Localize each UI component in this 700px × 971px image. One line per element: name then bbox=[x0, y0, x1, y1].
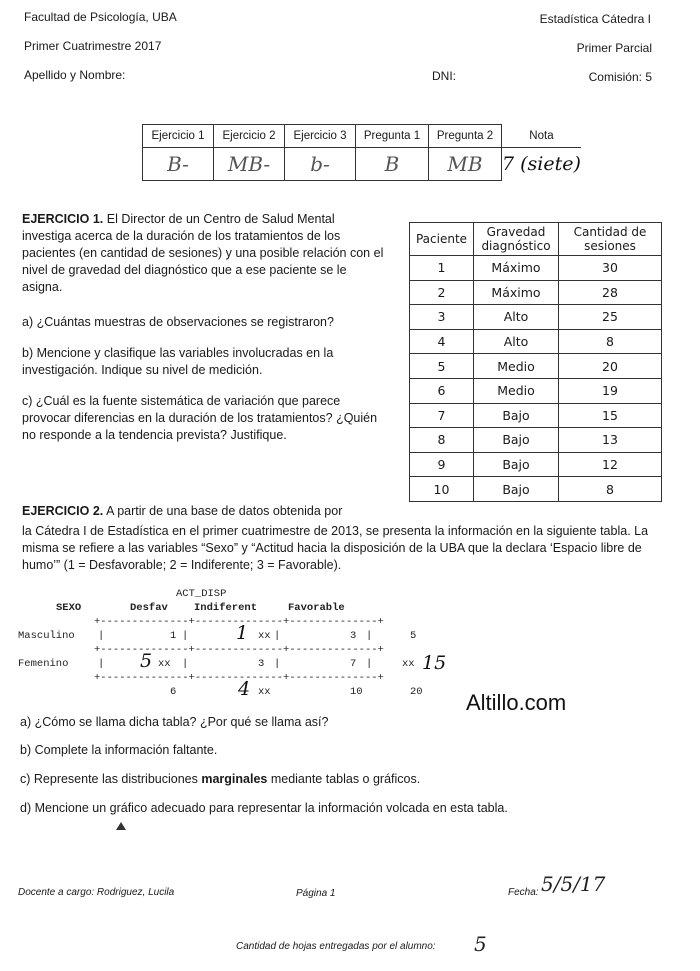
term: Primer Cuatrimestre 2017 bbox=[24, 39, 162, 53]
ex2-question-b: b) Complete la información faltante. bbox=[20, 743, 218, 757]
patient-id: 2 bbox=[410, 280, 474, 305]
crosstab-rule: +--------------+--------------+--------------+ bbox=[94, 644, 384, 656]
sessions: 8 bbox=[559, 477, 662, 502]
severity: Bajo bbox=[474, 477, 559, 502]
final-grade: 7 (siete) bbox=[502, 153, 581, 176]
sessions: 13 bbox=[559, 428, 662, 453]
crosstab-row-label: Masculino bbox=[18, 630, 75, 642]
ex2-intro-line1 bbox=[22, 503, 342, 520]
sessions: 12 bbox=[559, 452, 662, 477]
crosstab-border: | bbox=[274, 658, 281, 670]
table-row bbox=[410, 329, 662, 354]
ex2-qc-pre: c) Represente las distribuciones bbox=[20, 772, 202, 786]
ex1-question-a: a) ¿Cuántas muestras de observaciones se registraron? bbox=[22, 315, 334, 329]
grade-header: Pregunta 1 bbox=[356, 125, 429, 148]
ex2-qc-bold: marginales bbox=[201, 772, 268, 786]
sessions: 15 bbox=[559, 403, 662, 428]
table-row bbox=[410, 354, 662, 379]
ex2-qc-post: mediante tablas o gráficos. bbox=[267, 772, 421, 786]
sessions: 8 bbox=[559, 329, 662, 354]
ex1-question-b: b) Mencione y clasifique las variables involucradas en la investigación. Indique su nivel de medición. bbox=[22, 346, 334, 377]
grade-header: Pregunta 2 bbox=[429, 125, 502, 148]
grades-table bbox=[142, 124, 581, 181]
crosstab-cell: xx bbox=[158, 658, 171, 670]
sessions: 20 bbox=[559, 354, 662, 379]
grade-header: Ejercicio 2 bbox=[214, 125, 285, 148]
sessions: 30 bbox=[559, 256, 662, 281]
watermark: Altillo.com bbox=[466, 690, 567, 715]
crosstab-col-total: xx bbox=[258, 686, 271, 698]
patient-id: 7 bbox=[410, 403, 474, 428]
crosstab-col-header: Favorable bbox=[288, 602, 345, 614]
patients-header: Gravedad diagnóstico bbox=[474, 223, 559, 256]
crosstab-border: | bbox=[182, 630, 189, 642]
grade-header: Nota bbox=[502, 125, 581, 148]
crosstab-row-total: xx bbox=[402, 658, 415, 670]
date-value: 5/5/17 bbox=[541, 872, 606, 896]
patients-table bbox=[409, 222, 662, 502]
grade-value: MB- bbox=[214, 148, 285, 181]
severity: Medio bbox=[474, 378, 559, 403]
patient-id: 10 bbox=[410, 477, 474, 502]
table-row bbox=[410, 428, 662, 453]
table-row bbox=[410, 477, 662, 502]
ex1-question-c: c) ¿Cuál es la fuente sistemática de variación que parece provocar diferencias en la duración de los tratamientos? ¿Quién no responde a la tendencia prevista? Justifique. bbox=[22, 394, 378, 442]
crosstab-border: | bbox=[366, 658, 373, 670]
patients-header: Cantidad de sesiones bbox=[559, 223, 662, 256]
ex2-question-a: a) ¿Cómo se llama dicha tabla? ¿Por qué se llama así? bbox=[20, 715, 329, 729]
patient-id: 9 bbox=[410, 452, 474, 477]
severity: Máximo bbox=[474, 280, 559, 305]
patient-id: 4 bbox=[410, 329, 474, 354]
ex1-intro bbox=[22, 211, 387, 296]
crosstab-col-var: ACT_DISP bbox=[176, 588, 227, 600]
table-row bbox=[410, 378, 662, 403]
ex2-intro-text: A partir de una base de datos obtenida por bbox=[106, 504, 343, 518]
grade-value: b- bbox=[285, 148, 356, 181]
crosstab-border: | bbox=[182, 658, 189, 670]
grade-header: Ejercicio 1 bbox=[143, 125, 214, 148]
sheets-label: Cantidad de hojas entregadas por el alumno: bbox=[236, 941, 436, 952]
patient-id: 1 bbox=[410, 256, 474, 281]
patient-id: 5 bbox=[410, 354, 474, 379]
table-row bbox=[410, 305, 662, 330]
table-row bbox=[410, 452, 662, 477]
ex1-intro-text: El Director de un Centro de Salud Mental investiga acerca de la duración de los tratamientos de los pacientes (en cantidad de sesiones) y una posible relación con el nivel de gravedad del diagnóstico que a ese paciente se le asigna. bbox=[22, 212, 384, 294]
name-label: Apellido y Nombre: bbox=[24, 68, 126, 82]
page-number: Página 1 bbox=[296, 888, 336, 899]
date-label: Fecha: bbox=[508, 887, 539, 898]
severity: Máximo bbox=[474, 256, 559, 281]
severity: Medio bbox=[474, 354, 559, 379]
commission: Comisión: 5 bbox=[588, 70, 652, 84]
table-row bbox=[410, 280, 662, 305]
ex1-title: EJERCICIO 1. bbox=[22, 212, 104, 226]
handwritten-answer: 15 bbox=[422, 652, 447, 674]
ex2-question-d: d) Mencione un gráfico adecuado para representar la información volcada en esta tabla. bbox=[20, 801, 508, 815]
severity: Bajo bbox=[474, 403, 559, 428]
crosstab-row-total: 5 bbox=[410, 630, 417, 642]
crosstab-grand-total: 20 bbox=[410, 686, 423, 698]
severity: Bajo bbox=[474, 428, 559, 453]
teacher-label: Docente a cargo: Rodriguez, Lucila bbox=[18, 887, 175, 898]
sessions: 28 bbox=[559, 280, 662, 305]
severity: Alto bbox=[474, 305, 559, 330]
crosstab-border: | bbox=[98, 630, 105, 642]
patient-id: 6 bbox=[410, 378, 474, 403]
dni-label: DNI: bbox=[432, 69, 456, 83]
crosstab-col-header: Indiferent bbox=[194, 602, 258, 614]
ex2-intro-rest: la Cátedra I de Estadística en el primer cuatrimestre de 2013, se presenta la información en la siguiente tabla. La misma se refiere a las variables “Sexo” y “Actitud hacia la disposición de la UBA que la declara ‘Espacio libre de humo’” (1 = Desfavorable; 2 = Indiferente; 3 = Favorable). bbox=[22, 524, 649, 572]
grade-header: Ejercicio 3 bbox=[285, 125, 356, 148]
crosstab-border: | bbox=[274, 630, 281, 642]
crosstab-border: | bbox=[98, 658, 105, 670]
ex2-title: EJERCICIO 2. bbox=[22, 504, 104, 518]
scan-mark-icon bbox=[116, 822, 126, 830]
crosstab-row-var: SEXO bbox=[56, 602, 82, 614]
sessions: 19 bbox=[559, 378, 662, 403]
handwritten-answer: 5 bbox=[140, 650, 153, 672]
patients-header: Paciente bbox=[410, 223, 474, 256]
crosstab-cell: 3 bbox=[258, 658, 265, 670]
crosstab bbox=[18, 586, 448, 706]
patient-id: 8 bbox=[410, 428, 474, 453]
faculty-name: Facultad de Psicología, UBA bbox=[24, 10, 177, 24]
exam-name: Primer Parcial bbox=[576, 41, 652, 55]
crosstab-rule: +--------------+--------------+--------------+ bbox=[94, 672, 384, 684]
crosstab-cell: 7 bbox=[350, 658, 357, 670]
table-row bbox=[410, 256, 662, 281]
crosstab-row-label: Femenino bbox=[18, 658, 69, 670]
handwritten-answer: 1 bbox=[236, 622, 249, 644]
crosstab-col-total: 6 bbox=[170, 686, 177, 698]
severity: Alto bbox=[474, 329, 559, 354]
handwritten-answer: 4 bbox=[238, 678, 251, 700]
severity: Bajo bbox=[474, 452, 559, 477]
sheets-value: 5 bbox=[474, 932, 487, 956]
ex2-question-c bbox=[20, 771, 420, 788]
crosstab-col-header: Desfav bbox=[130, 602, 168, 614]
course-name: Estadística Cátedra I bbox=[539, 12, 651, 26]
grade-value: B- bbox=[143, 148, 214, 181]
grade-value: MB bbox=[429, 148, 502, 181]
crosstab-cell: 1 bbox=[170, 630, 177, 642]
crosstab-border: | bbox=[366, 630, 373, 642]
crosstab-rule: +--------------+--------------+--------------+ bbox=[94, 616, 384, 628]
crosstab-cell: xx bbox=[258, 630, 271, 642]
crosstab-cell: 3 bbox=[350, 630, 357, 642]
crosstab-col-total: 10 bbox=[350, 686, 363, 698]
table-row bbox=[410, 403, 662, 428]
sessions: 25 bbox=[559, 305, 662, 330]
patient-id: 3 bbox=[410, 305, 474, 330]
grade-value: B bbox=[356, 148, 429, 181]
